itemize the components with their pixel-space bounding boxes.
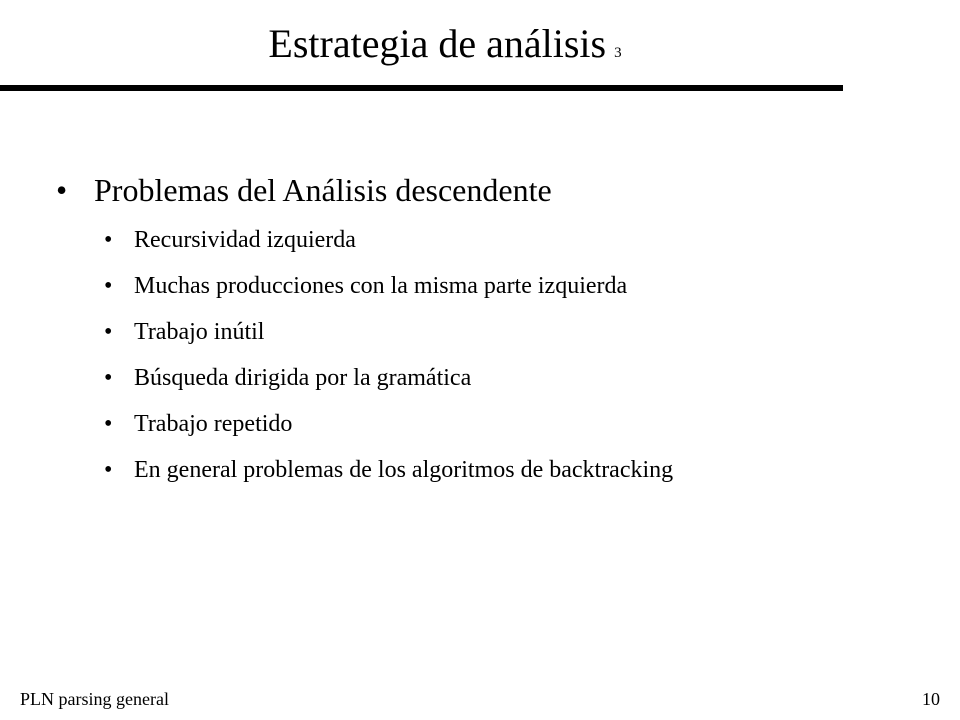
bullet-dot: • [104,411,113,437]
bullet-dot: • [104,319,113,345]
main-bullet [56,168,552,212]
sub-bullet-text: Trabajo repetido [134,411,293,437]
footer-course-label: PLN parsing general [20,689,169,709]
sub-bullet-text: En general problemas de los algoritmos de backtracking [134,457,674,483]
sub-bullet-item [104,450,673,496]
sub-bullet-text: Trabajo inútil [134,319,265,345]
bullet-dot: • [56,172,68,208]
bullet-dot: • [104,273,113,299]
title-text: Estrategia de análisis [268,21,607,66]
sub-bullet-text: Recursividad izquierda [134,227,356,253]
bullet-dot: • [104,457,113,483]
slide-title [0,16,890,81]
sub-bullet-item [104,358,673,404]
sub-bullet-item [104,312,673,358]
sub-bullet-list [104,220,673,496]
sub-bullet-item [104,220,673,266]
footer-page-number: 10 [922,689,940,709]
title-subscript: 3 [614,45,622,61]
main-bullet-text: Problemas del Análisis descendente [94,172,552,208]
bullet-dot: • [104,365,113,391]
title-divider [0,85,843,91]
sub-bullet-item [104,404,673,450]
sub-bullet-text: Muchas producciones con la misma parte izquierda [134,273,628,299]
bullet-dot: • [104,227,113,253]
sub-bullet-item [104,266,673,312]
sub-bullet-text: Búsqueda dirigida por la gramática [134,365,472,391]
